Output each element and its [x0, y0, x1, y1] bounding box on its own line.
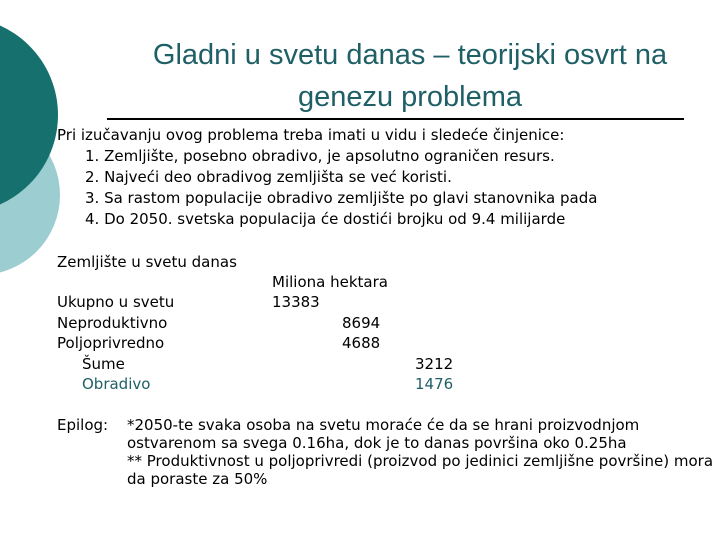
land-unit: Miliona hektara	[272, 273, 388, 291]
facts-list	[57, 146, 597, 230]
land-row-label: Šume	[82, 355, 125, 373]
land-row-label: Poljoprivredno	[57, 334, 165, 352]
epilog-notes	[127, 416, 720, 488]
intro-block	[57, 125, 597, 230]
land-row-value: 1476	[415, 375, 454, 393]
slide-title: Gladni u svetu danas – teorijski osvrt na genezu problema	[152, 39, 668, 113]
title-divider	[107, 118, 684, 120]
intro-lead: Pri izučavanju ovog problema treba imati u vidu i sledeće činjenice:	[57, 126, 565, 144]
epilog-note: ** Produktivnost u poljoprivredi (proizvod po jedinici zemljišne površine) mora da poraste za 50%	[127, 452, 714, 488]
land-row-value: 8694	[342, 314, 381, 332]
fact-item: 4. Do 2050. svetska populacija će dostići brojku od 9.4 milijarde	[85, 210, 566, 228]
land-row-label: Ukupno u svetu	[57, 293, 175, 311]
land-row-label: Neproduktivno	[57, 314, 168, 332]
land-row-value: 3212	[415, 355, 454, 373]
epilog-note: *2050-te svaka osoba na svetu moraće će da se hrani proizvodnjom ostvarenom sa svega 0.16ha, dok je to danas površina oko 0.25ha	[127, 416, 640, 452]
land-heading: Zemljište u svetu danas	[57, 253, 237, 271]
fact-item: 1. Zemljište, posebno obradivo, je apsolutno ograničen resurs.	[85, 147, 555, 165]
land-row-value: 13383	[272, 293, 320, 311]
fact-item: 3. Sa rastom populacije obradivo zemljište po glavi stanovnika pada	[85, 189, 598, 207]
land-row-label: Obradivo	[82, 375, 151, 393]
epilog-label: Epilog:	[57, 416, 109, 434]
fact-item: 2. Najveći deo obradivog zemljišta se već koristi.	[85, 168, 452, 186]
land-row-value: 4688	[342, 334, 381, 352]
